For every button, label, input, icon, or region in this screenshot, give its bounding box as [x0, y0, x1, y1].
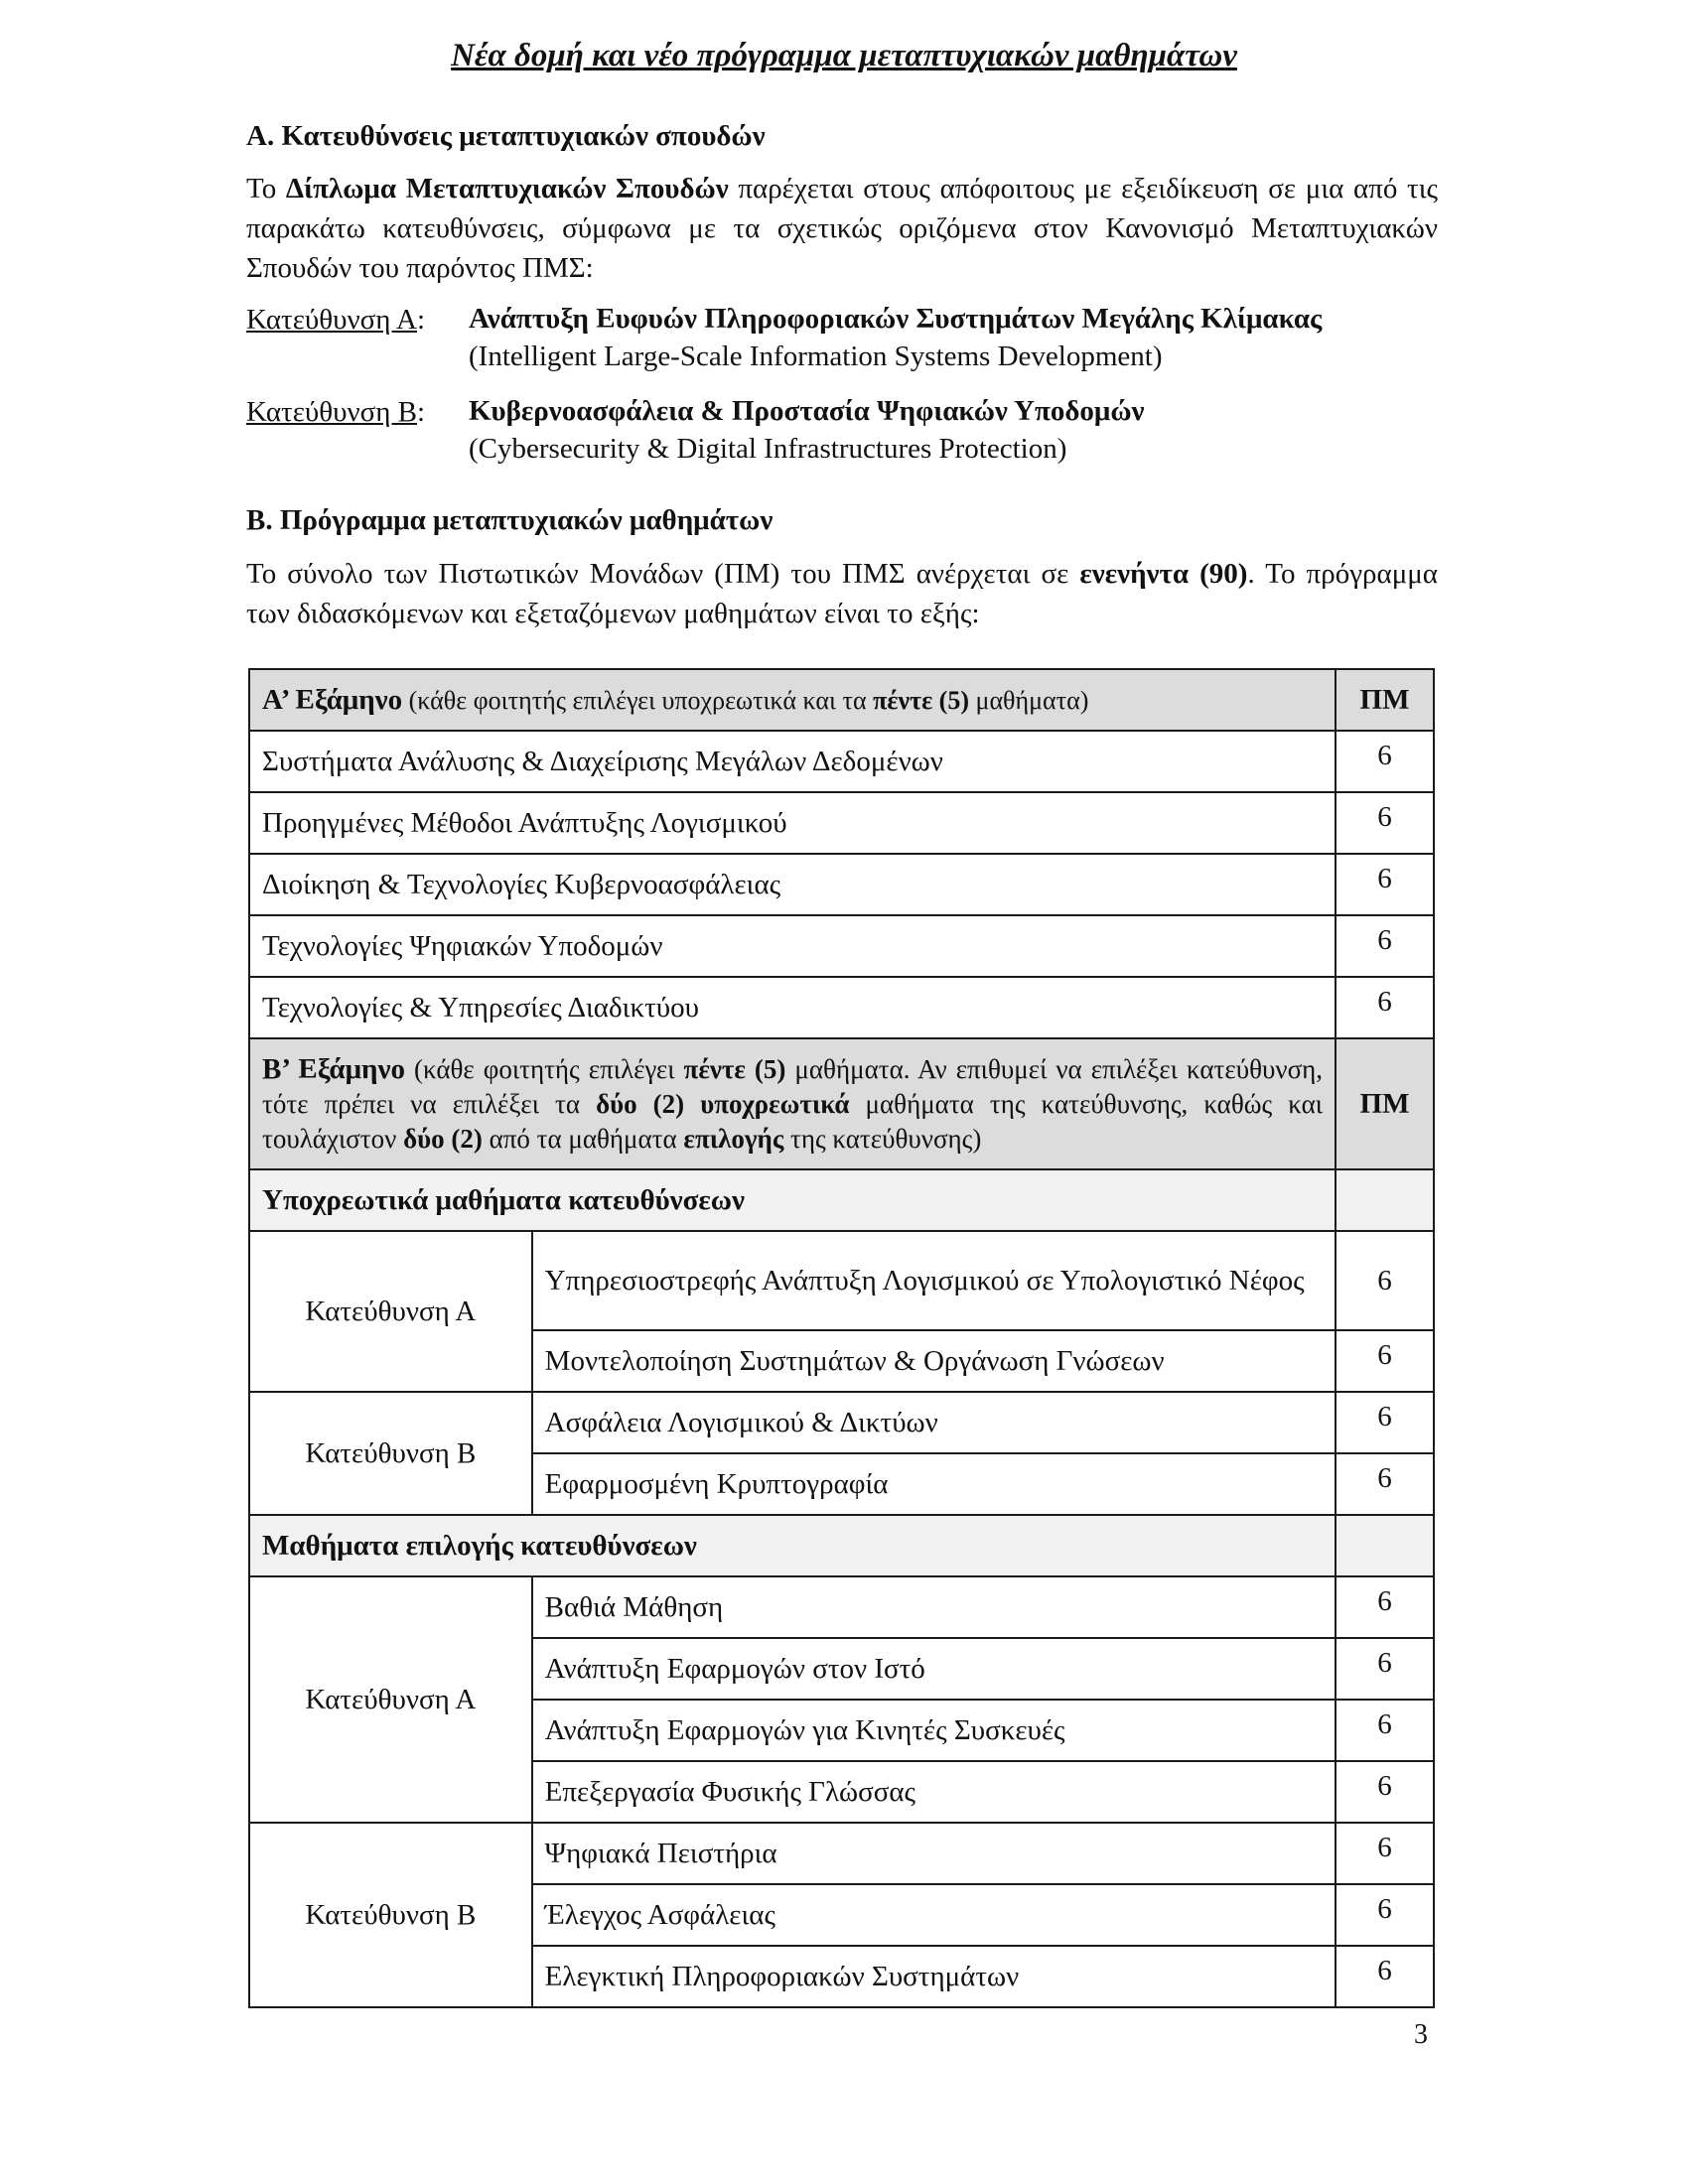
- section-b-heading: Β. Πρόγραμμα μεταπτυχιακών μαθημάτων: [246, 504, 774, 536]
- course-name: Ασφάλεια Λογισμικού & Δικτύων: [532, 1392, 1336, 1453]
- course-ects: 6: [1336, 1761, 1434, 1823]
- elective-heading-row: [249, 1515, 1434, 1576]
- course-name: Ανάπτυξη Εφαρμογών για Κινητές Συσκευές: [532, 1700, 1336, 1761]
- direction-b-label: Κατεύθυνση Β:: [246, 396, 426, 428]
- direction-a-english: (Intelligent Large-Scale Information Systems Development): [469, 341, 1163, 372]
- section-a-heading: Α. Κατευθύνσεις μεταπτυχιακών σπουδών: [246, 120, 766, 152]
- course-name: Ελεγκτική Πληροφοριακών Συστημάτων: [532, 1946, 1336, 2007]
- course-ects: 6: [1336, 1884, 1434, 1946]
- course-ects: 6: [1336, 977, 1434, 1038]
- elective-heading: Μαθήματα επιλογής κατευθύνσεων: [249, 1515, 1336, 1576]
- table-row: [249, 731, 1434, 792]
- course-name: Βαθιά Μάθηση: [532, 1576, 1336, 1638]
- semester-a-header-row: [249, 669, 1434, 731]
- course-name: Προηγμένες Μέθοδοι Ανάπτυξης Λογισμικού: [249, 792, 1336, 854]
- table-row: [249, 915, 1434, 977]
- course-name: Έλεγχος Ασφάλειας: [532, 1884, 1336, 1946]
- direction-cell: Κατεύθυνση Α: [249, 1576, 532, 1823]
- direction-cell: Κατεύθυνση Α: [249, 1231, 532, 1392]
- course-ects: 6: [1336, 915, 1434, 977]
- section-a-intro: Το Δίπλωμα Μεταπτυχιακών Σπουδών παρέχεται στους απόφοιτους με εξειδίκευση σε μια από τις παρακάτω κατευθύνσεις, σύμφωνα με τα σχετικώς οριζόμενα στον Κανονισμό Μεταπτυχιακών Σπουδών του παρόντος ΠΜΣ:: [246, 173, 1438, 284]
- semester-b-header-row: [249, 1038, 1434, 1169]
- table-row: [249, 1392, 1434, 1453]
- table-row: [249, 1576, 1434, 1638]
- course-name: Τεχνολογίες Ψηφιακών Υποδομών: [249, 915, 1336, 977]
- direction-a-title: Ανάπτυξη Ευφυών Πληροφοριακών Συστημάτων Μεγάλης Κλίμακας (Intelligent Large-Scale Information Systems Development): [469, 303, 1323, 372]
- total-credits: ενενήντα (90): [1079, 558, 1248, 590]
- table-row: [249, 854, 1434, 915]
- course-name: Συστήματα Ανάλυσης & Διαχείρισης Μεγάλων Δεδομένων: [249, 731, 1336, 792]
- course-ects: 6: [1336, 1330, 1434, 1392]
- course-ects: 6: [1336, 854, 1434, 915]
- course-ects: 6: [1336, 792, 1434, 854]
- mandatory-heading: Υποχρεωτικά μαθήματα κατευθύνσεων: [249, 1169, 1336, 1231]
- course-name: Ανάπτυξη Εφαρμογών στον Ιστό: [532, 1638, 1336, 1700]
- course-name: Τεχνολογίες & Υπηρεσίες Διαδικτύου: [249, 977, 1336, 1038]
- page-number: 3: [1414, 2019, 1428, 2050]
- direction-cell: Κατεύθυνση Β: [249, 1823, 532, 2007]
- table-row: [249, 977, 1434, 1038]
- curriculum-table: [248, 668, 1435, 2008]
- course-ects: 6: [1336, 1700, 1434, 1761]
- course-ects: 6: [1336, 1638, 1434, 1700]
- course-ects: 6: [1336, 1231, 1434, 1330]
- semester-b-header: Β’ Εξάμηνο (κάθε φοιτητής επιλέγει πέντε (5) μαθήματα. Αν επιθυμεί να επιλέξει κατεύθυνση, τότε πρέπει να επιλέξει τα δύο (2) υποχρεωτικά μαθήματα της κατεύθυνσης, καθώς και τουλάχιστον δύο (2) από τα μαθήματα επιλογής της κατεύθυνσης): [249, 1038, 1336, 1169]
- direction-b-title: Κυβερνοασφάλεια & Προστασία Ψηφιακών Υποδομών (Cybersecurity & Digital Infrastructures Protection): [469, 395, 1145, 465]
- page-title: Νέα δομή και νέο πρόγραμμα μεταπτυχιακών μαθημάτων: [451, 38, 1237, 73]
- course-name: Διοίκηση & Τεχνολογίες Κυβερνοασφάλειας: [249, 854, 1336, 915]
- table-row: [249, 1823, 1434, 1884]
- course-ects: 6: [1336, 1453, 1434, 1515]
- pm-header: ΠΜ: [1336, 669, 1434, 731]
- course-name: Υπηρεσιοστρεφής Ανάπτυξη Λογισμικού σε Υπολογιστικό Νέφος: [532, 1231, 1336, 1330]
- course-name: Εφαρμοσμένη Κρυπτογραφία: [532, 1453, 1336, 1515]
- mandatory-heading-row: [249, 1169, 1434, 1231]
- table-row: [249, 1231, 1434, 1330]
- course-name: Επεξεργασία Φυσικής Γλώσσας: [532, 1761, 1336, 1823]
- table-row: [249, 792, 1434, 854]
- diploma-term: Δίπλωμα Μεταπτυχιακών Σπουδών: [285, 173, 729, 205]
- direction-a-label: Κατεύθυνση Α:: [246, 304, 426, 336]
- course-ects: 6: [1336, 1823, 1434, 1884]
- semester-a-header: Α’ Εξάμηνο (κάθε φοιτητής επιλέγει υποχρεωτικά και τα πέντε (5) μαθήματα): [249, 669, 1336, 731]
- direction-cell: Κατεύθυνση Β: [249, 1392, 532, 1515]
- course-ects: 6: [1336, 731, 1434, 792]
- course-ects: 6: [1336, 1392, 1434, 1453]
- section-b-intro: Το σύνολο των Πιστωτικών Μονάδων (ΠΜ) του ΠΜΣ ανέρχεται σε ενενήντα (90). Το πρόγραμμα των διδασκόμενων και εξεταζόμενων μαθημάτων είναι το εξής:: [246, 558, 1438, 629]
- course-ects: 6: [1336, 1576, 1434, 1638]
- course-name: Μοντελοποίηση Συστημάτων & Οργάνωση Γνώσεων: [532, 1330, 1336, 1392]
- course-name: Ψηφιακά Πειστήρια: [532, 1823, 1336, 1884]
- pm-header: ΠΜ: [1336, 1038, 1434, 1169]
- course-ects: 6: [1336, 1946, 1434, 2007]
- direction-b-english: (Cybersecurity & Digital Infrastructures Protection): [469, 433, 1067, 465]
